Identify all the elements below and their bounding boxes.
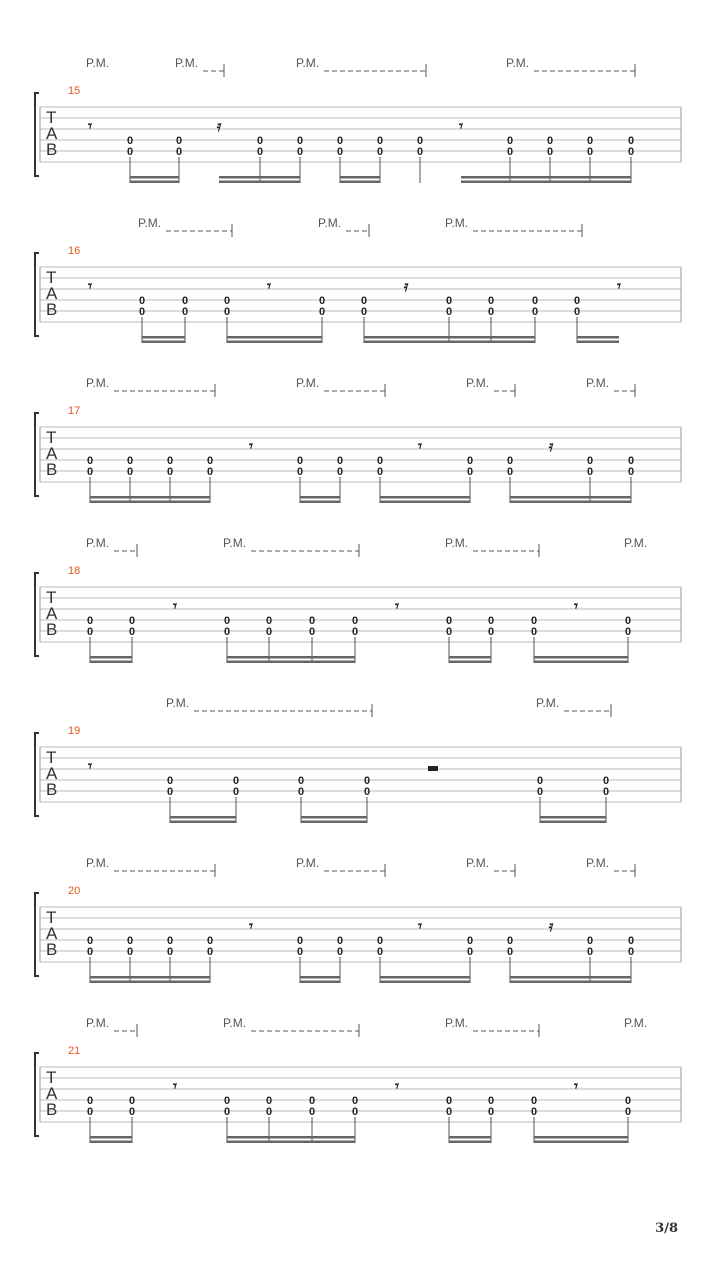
fret-number: 0 [318, 295, 326, 307]
palm-mute-label: P.M. [166, 696, 190, 710]
beam-secondary [340, 181, 380, 184]
fret-number: 0 [256, 146, 264, 158]
beam-primary [227, 656, 355, 659]
palm-mute-label: P.M. [506, 56, 530, 70]
tab-clef-letter: B [46, 780, 58, 799]
palm-mute-label: P.M. [624, 1016, 648, 1030]
sixteenth-rest: 𝄿 [548, 437, 554, 455]
fret-number: 0 [206, 466, 214, 478]
palm-mute-label: P.M. [86, 536, 110, 550]
fret-number: 0 [445, 615, 453, 627]
tab-clef-letter: B [46, 460, 58, 479]
tab-clef-letter: A [46, 1084, 58, 1103]
fret-number: 0 [126, 146, 134, 158]
fret-number: 0 [536, 786, 544, 798]
palm-mute-label: P.M. [86, 56, 110, 70]
tab-clef-letter: B [46, 1100, 58, 1119]
tab-clef-letter: A [46, 124, 58, 143]
beam-primary [300, 496, 340, 499]
measure-number: 21 [68, 1045, 81, 1057]
beam-secondary [534, 1141, 628, 1144]
eighth-rest: 𝄾 [574, 1077, 578, 1095]
fret-number: 0 [223, 626, 231, 638]
palm-mute-label: P.M. [445, 216, 469, 230]
fret-number: 0 [506, 135, 514, 147]
palm-mute-label: P.M. [466, 856, 490, 870]
fret-number: 0 [363, 786, 371, 798]
beam-primary [227, 1136, 355, 1139]
beam-secondary [227, 661, 355, 664]
fret-number: 0 [126, 135, 134, 147]
tab-clef-letter: T [46, 748, 57, 767]
tab-clef-letter: A [46, 764, 58, 783]
fret-number: 0 [86, 1095, 94, 1107]
fret-number: 0 [166, 775, 174, 787]
fret-number: 0 [586, 946, 594, 958]
fret-number: 0 [573, 295, 581, 307]
palm-mute-label: P.M. [445, 1016, 469, 1030]
fret-number: 0 [602, 775, 610, 787]
palm-mute-label: P.M. [86, 376, 110, 390]
measure-number: 20 [68, 885, 81, 897]
beam-primary [364, 336, 535, 339]
palm-mute-label: P.M. [536, 696, 560, 710]
fret-number: 0 [128, 1095, 136, 1107]
fret-number: 0 [531, 306, 539, 318]
beam-primary [380, 496, 470, 499]
fret-number: 0 [336, 935, 344, 947]
fret-number: 0 [530, 626, 538, 638]
sixteenth-rest: 𝄿 [403, 277, 409, 295]
fret-number: 0 [296, 455, 304, 467]
fret-number: 0 [586, 455, 594, 467]
fret-number: 0 [416, 146, 424, 158]
fret-number: 0 [546, 146, 554, 158]
palm-mute-label: P.M. [223, 1016, 247, 1030]
fret-number: 0 [487, 1106, 495, 1118]
fret-number: 0 [376, 135, 384, 147]
fret-number: 0 [175, 146, 183, 158]
fret-number: 0 [138, 295, 146, 307]
fret-number: 0 [336, 135, 344, 147]
beam-primary [534, 1136, 628, 1139]
fret-number: 0 [265, 626, 273, 638]
beam-secondary [130, 181, 179, 184]
fret-number: 0 [181, 306, 189, 318]
eighth-rest: 𝄾 [418, 917, 422, 935]
fret-number: 0 [602, 786, 610, 798]
fret-number: 0 [232, 775, 240, 787]
fret-number: 0 [466, 466, 474, 478]
fret-number: 0 [487, 295, 495, 307]
fret-number: 0 [336, 946, 344, 958]
fret-number: 0 [166, 466, 174, 478]
fret-number: 0 [223, 1106, 231, 1118]
fret-number: 0 [586, 135, 594, 147]
fret-number: 0 [624, 1106, 632, 1118]
beam-primary [90, 656, 132, 659]
fret-number: 0 [296, 146, 304, 158]
fret-number: 0 [206, 946, 214, 958]
eighth-rest: 𝄾 [249, 437, 253, 455]
fret-number: 0 [627, 146, 635, 158]
palm-mute-label: P.M. [318, 216, 342, 230]
fret-number: 0 [627, 135, 635, 147]
beam-primary [90, 496, 210, 499]
beam-primary [300, 976, 340, 979]
fret-number: 0 [627, 946, 635, 958]
beam-primary [461, 176, 631, 179]
beam-secondary [90, 661, 132, 664]
beam-primary [227, 336, 322, 339]
measure-number: 18 [68, 565, 81, 577]
tab-clef-letter: T [46, 1068, 57, 1087]
fret-number: 0 [86, 946, 94, 958]
fret-number: 0 [308, 1106, 316, 1118]
fret-number: 0 [445, 1095, 453, 1107]
beam-secondary [380, 501, 470, 504]
page-number: 3/8 [655, 1221, 678, 1236]
tab-clef-letter: A [46, 604, 58, 623]
fret-number: 0 [265, 1095, 273, 1107]
beam-secondary [227, 1141, 355, 1144]
tab-clef-letter: T [46, 428, 57, 447]
fret-number: 0 [586, 466, 594, 478]
fret-number: 0 [506, 935, 514, 947]
beam-secondary [534, 661, 628, 664]
fret-number: 0 [363, 775, 371, 787]
system-bracket [35, 1053, 39, 1136]
fret-number: 0 [466, 935, 474, 947]
palm-mute-label: P.M. [138, 216, 162, 230]
tab-clef-letter: A [46, 284, 58, 303]
fret-number: 0 [128, 626, 136, 638]
fret-number: 0 [360, 295, 368, 307]
fret-number: 0 [296, 935, 304, 947]
fret-number: 0 [206, 455, 214, 467]
measure-number: 19 [68, 725, 81, 737]
palm-mute-label: P.M. [175, 56, 199, 70]
fret-number: 0 [445, 295, 453, 307]
beam-secondary [219, 181, 300, 184]
measure-number: 17 [68, 405, 81, 417]
beam-primary [577, 336, 619, 339]
beam-secondary [540, 821, 606, 824]
system-bracket [35, 573, 39, 656]
beam-primary [170, 816, 236, 819]
palm-mute-label: P.M. [296, 56, 320, 70]
fret-number: 0 [166, 946, 174, 958]
fret-number: 0 [506, 466, 514, 478]
measure-number: 15 [68, 85, 81, 97]
fret-number: 0 [296, 946, 304, 958]
sixteenth-rest: 𝄿 [548, 917, 554, 935]
beam-secondary [461, 181, 631, 184]
eighth-rest: 𝄾 [574, 597, 578, 615]
beam-primary [449, 1136, 491, 1139]
beam-primary [510, 496, 631, 499]
fret-number: 0 [506, 946, 514, 958]
fret-number: 0 [573, 306, 581, 318]
palm-mute-label: P.M. [624, 536, 648, 550]
fret-number: 0 [487, 1095, 495, 1107]
fret-number: 0 [506, 455, 514, 467]
palm-mute-label: P.M. [296, 376, 320, 390]
fret-number: 0 [336, 455, 344, 467]
beam-secondary [300, 981, 340, 984]
fret-number: 0 [175, 135, 183, 147]
fret-number: 0 [296, 466, 304, 478]
beam-primary [90, 976, 210, 979]
beam-secondary [380, 981, 470, 984]
fret-number: 0 [296, 135, 304, 147]
fret-number: 0 [297, 775, 305, 787]
eighth-rest: 𝄾 [88, 277, 92, 295]
fret-number: 0 [181, 295, 189, 307]
tab-clef-letter: A [46, 444, 58, 463]
palm-mute-label: P.M. [86, 856, 110, 870]
fret-number: 0 [376, 455, 384, 467]
fret-number: 0 [624, 626, 632, 638]
fret-number: 0 [223, 615, 231, 627]
fret-number: 0 [308, 615, 316, 627]
fret-number: 0 [624, 615, 632, 627]
beam-secondary [577, 341, 619, 344]
beam-secondary [142, 341, 185, 344]
sixteenth-rest: 𝄿 [216, 117, 222, 135]
system-bracket [35, 733, 39, 816]
tab-clef-letter: A [46, 924, 58, 943]
eighth-rest: 𝄾 [88, 757, 92, 775]
fret-number: 0 [232, 786, 240, 798]
palm-mute-label: P.M. [86, 1016, 110, 1030]
beam-primary [510, 976, 631, 979]
fret-number: 0 [376, 946, 384, 958]
beam-secondary [90, 981, 210, 984]
eighth-rest: 𝄾 [267, 277, 271, 295]
beam-secondary [300, 501, 340, 504]
beam-secondary [510, 981, 631, 984]
fret-number: 0 [530, 1095, 538, 1107]
beam-primary [142, 336, 185, 339]
beam-primary [540, 816, 606, 819]
tab-clef-letter: T [46, 268, 57, 287]
tab-clef-letter: T [46, 108, 57, 127]
fret-number: 0 [336, 146, 344, 158]
fret-number: 0 [86, 1106, 94, 1118]
palm-mute-label: P.M. [445, 536, 469, 550]
fret-number: 0 [506, 146, 514, 158]
tab-clef-letter: B [46, 940, 58, 959]
fret-number: 0 [86, 466, 94, 478]
beam-primary [301, 816, 367, 819]
fret-number: 0 [445, 626, 453, 638]
system-bracket [35, 253, 39, 336]
tab-clef-letter: T [46, 908, 57, 927]
fret-number: 0 [223, 306, 231, 318]
fret-number: 0 [466, 946, 474, 958]
beam-secondary [301, 821, 367, 824]
fret-number: 0 [627, 466, 635, 478]
beam-primary [534, 656, 628, 659]
fret-number: 0 [586, 935, 594, 947]
eighth-rest: 𝄾 [395, 1077, 399, 1095]
eighth-rest: 𝄾 [617, 277, 621, 295]
fret-number: 0 [86, 935, 94, 947]
fret-number: 0 [487, 615, 495, 627]
beam-primary [219, 176, 300, 179]
beam-primary [380, 976, 470, 979]
fret-number: 0 [86, 615, 94, 627]
fret-number: 0 [308, 1095, 316, 1107]
palm-mute-label: P.M. [296, 856, 320, 870]
fret-number: 0 [531, 295, 539, 307]
fret-number: 0 [126, 935, 134, 947]
eighth-rest: 𝄾 [88, 117, 92, 135]
fret-number: 0 [206, 935, 214, 947]
tab-clef-letter: B [46, 620, 58, 639]
fret-number: 0 [297, 786, 305, 798]
beam-secondary [449, 661, 491, 664]
whole-rest [428, 766, 438, 771]
fret-number: 0 [223, 1095, 231, 1107]
beam-primary [449, 656, 491, 659]
fret-number: 0 [351, 1095, 359, 1107]
beam-primary [340, 176, 380, 179]
eighth-rest: 𝄾 [418, 437, 422, 455]
beam-secondary [90, 1141, 132, 1144]
fret-number: 0 [445, 1106, 453, 1118]
fret-number: 0 [466, 455, 474, 467]
fret-number: 0 [308, 626, 316, 638]
beam-secondary [449, 1141, 491, 1144]
fret-number: 0 [128, 1106, 136, 1118]
fret-number: 0 [336, 466, 344, 478]
eighth-rest: 𝄾 [173, 1077, 177, 1095]
fret-number: 0 [223, 295, 231, 307]
eighth-rest: 𝄾 [249, 917, 253, 935]
palm-mute-label: P.M. [586, 856, 610, 870]
fret-number: 0 [627, 935, 635, 947]
measure-number: 16 [68, 245, 81, 257]
fret-number: 0 [126, 946, 134, 958]
fret-number: 0 [445, 306, 453, 318]
fret-number: 0 [487, 626, 495, 638]
fret-number: 0 [166, 786, 174, 798]
fret-number: 0 [256, 135, 264, 147]
fret-number: 0 [376, 935, 384, 947]
fret-number: 0 [624, 1095, 632, 1107]
beam-secondary [364, 341, 535, 344]
palm-mute-label: P.M. [586, 376, 610, 390]
fret-number: 0 [318, 306, 326, 318]
tab-clef-letter: B [46, 140, 58, 159]
fret-number: 0 [126, 466, 134, 478]
fret-number: 0 [351, 626, 359, 638]
eighth-rest: 𝄾 [173, 597, 177, 615]
fret-number: 0 [166, 455, 174, 467]
fret-number: 0 [351, 615, 359, 627]
fret-number: 0 [530, 1106, 538, 1118]
beam-secondary [170, 821, 236, 824]
fret-number: 0 [627, 455, 635, 467]
fret-number: 0 [376, 466, 384, 478]
fret-number: 0 [351, 1106, 359, 1118]
beam-primary [130, 176, 179, 179]
beam-secondary [510, 501, 631, 504]
palm-mute-label: P.M. [223, 536, 247, 550]
system-bracket [35, 893, 39, 976]
beam-primary [90, 1136, 132, 1139]
fret-number: 0 [546, 135, 554, 147]
fret-number: 0 [166, 935, 174, 947]
system-bracket [35, 413, 39, 496]
fret-number: 0 [265, 615, 273, 627]
tab-clef-letter: T [46, 588, 57, 607]
fret-number: 0 [265, 1106, 273, 1118]
fret-number: 0 [128, 615, 136, 627]
fret-number: 0 [536, 775, 544, 787]
fret-number: 0 [138, 306, 146, 318]
eighth-rest: 𝄾 [459, 117, 463, 135]
fret-number: 0 [416, 135, 424, 147]
eighth-rest: 𝄾 [395, 597, 399, 615]
fret-number: 0 [86, 455, 94, 467]
beam-secondary [90, 501, 210, 504]
palm-mute-label: P.M. [466, 376, 490, 390]
fret-number: 0 [586, 146, 594, 158]
system-bracket [35, 93, 39, 176]
fret-number: 0 [126, 455, 134, 467]
fret-number: 0 [376, 146, 384, 158]
fret-number: 0 [360, 306, 368, 318]
tab-clef-letter: B [46, 300, 58, 319]
fret-number: 0 [487, 306, 495, 318]
fret-number: 0 [530, 615, 538, 627]
fret-number: 0 [86, 626, 94, 638]
beam-secondary [227, 341, 322, 344]
